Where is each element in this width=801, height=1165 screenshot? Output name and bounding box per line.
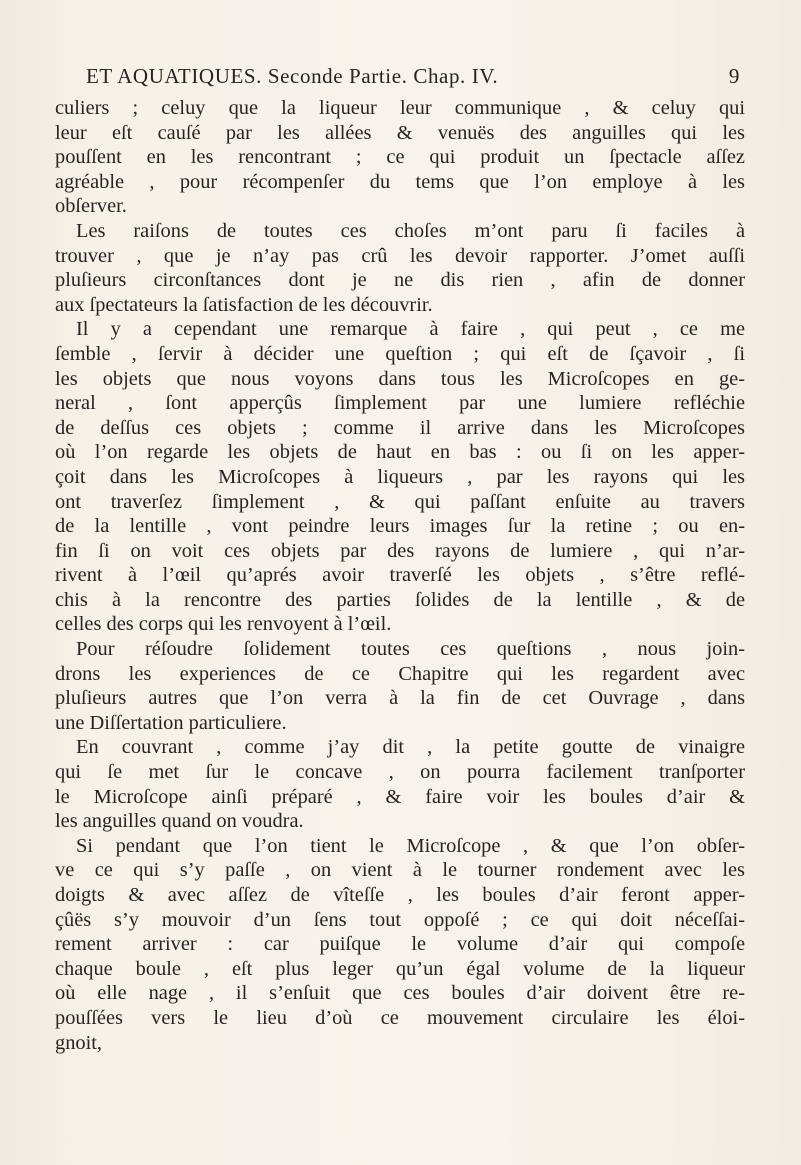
text-line: de la lentille , vont peindre leurs images ſur la retine ; ou en-: [55, 515, 745, 538]
text-line: ve ce qui s’y paſſe , on vient à le tourner rondement avec les: [55, 859, 745, 882]
text-line: où elle nage , il s’enſuit que ces boules d’air doivent être re-: [55, 982, 745, 1005]
text-line: leur eſt cauſé par les allées & venuës des anguilles qui les: [55, 121, 745, 144]
text-line: aux ſpectateurs la ſatisfaction de les découvrir.: [55, 293, 433, 316]
text-line: celles des corps qui les renvoyent à l’œil.: [55, 613, 392, 636]
text-line: pouſſent en les rencontrant ; ce qui produit un ſpectacle aſſez: [55, 146, 745, 169]
text-line: Les raiſons de toutes ces choſes m’ont paru ſi faciles à: [76, 219, 745, 242]
text-line: gnoit,: [55, 1031, 103, 1054]
text-line: de deſſus ces objets ; comme il arrive dans les Microſcopes: [55, 416, 745, 439]
text-line: drons les experiences de ce Chapitre qui les regardent avec: [55, 662, 745, 685]
text-line: neral , ſont apperçûs ſimplement par une lumiere refléchie: [55, 392, 745, 415]
text-line: çoit dans les Microſcopes à liqueurs , par les rayons qui les: [55, 465, 745, 488]
text-line: trouver , que je n’ay pas crû les devoir rapporter. J’omet auſſi: [55, 244, 745, 267]
text-line: rement arriver : car puiſque le volume d’air qui compoſe: [55, 933, 745, 956]
text-line: pluſieurs autres que l’on verra à la fin de cet Ouvrage , dans: [55, 687, 745, 710]
text-line: chis à la rencontre des parties ſolides de la lentille , & de: [55, 588, 745, 611]
text-line: culiers ; celuy que la liqueur leur communique , & celuy qui: [55, 97, 745, 119]
text-line: Pour réſoudre ſolidement toutes ces queſtions , nous join-: [76, 638, 745, 661]
body-text: [55, 96, 745, 1055]
text-line: En couvrant , comme j’ay dit , la petite goutte de vinaigre: [76, 736, 745, 759]
text-line: Si pendant que l’on tient le Microſcope , & que l’on obſer-: [76, 834, 745, 857]
text-line: çûës s’y mouvoir d’un ſens tout oppoſé ; ce qui doit néceſſai-: [55, 908, 745, 931]
text-line: obſerver.: [55, 195, 127, 218]
text-line: Il y a cependant une remarque à faire , qui peut , ce me: [76, 318, 745, 341]
text-line: rivent à l’œil qu’aprés avoir traverſé les objets , s’être reflé-: [55, 564, 745, 587]
text-line: une Diſſertation particuliere.: [55, 711, 287, 734]
text-line: agréable , pour récompenſer du tems que l’on employe à les: [55, 170, 745, 193]
running-head-title: ET AQUATIQUES. Seconde Partie. Chap. IV.: [86, 64, 499, 88]
text-line: fin ſi on voit ces objets par des rayons de lumiere , qui n’ar-: [55, 539, 745, 562]
text-line: doigts & avec aſſez de vîteſſe , les boules d’air feront apper-: [55, 884, 745, 906]
text-line: ſemble , ſervir à décider une queſtion ; qui eſt de ſçavoir , ſi: [55, 342, 745, 365]
text-line: les objets que nous voyons dans tous les Microſcopes en ge-: [55, 367, 745, 390]
text-line: le Microſcope ainſi préparé , & faire voir les boules d’air &: [55, 785, 745, 808]
text-line: où l’on regarde les objets de haut en bas : ou ſi on les apper-: [55, 441, 745, 464]
text-line: qui ſe met ſur le concave , on pourra facilement tranſporter: [55, 761, 745, 784]
running-head: [86, 64, 746, 90]
text-line: les anguilles quand on voudra.: [55, 810, 304, 833]
text-line: chaque boule , eſt plus leger qu’un égal volume de la liqueur: [55, 957, 745, 980]
page-number: 9: [728, 64, 740, 88]
text-line: pluſieurs circonſtances dont je ne dis rien , afin de donner: [55, 269, 745, 292]
text-line: ont traverſez ſimplement , & qui paſſant enſuite au travers: [55, 490, 745, 513]
text-line: pouſſées vers le lieu d’où ce mouvement circulaire les éloi-: [55, 1006, 745, 1029]
